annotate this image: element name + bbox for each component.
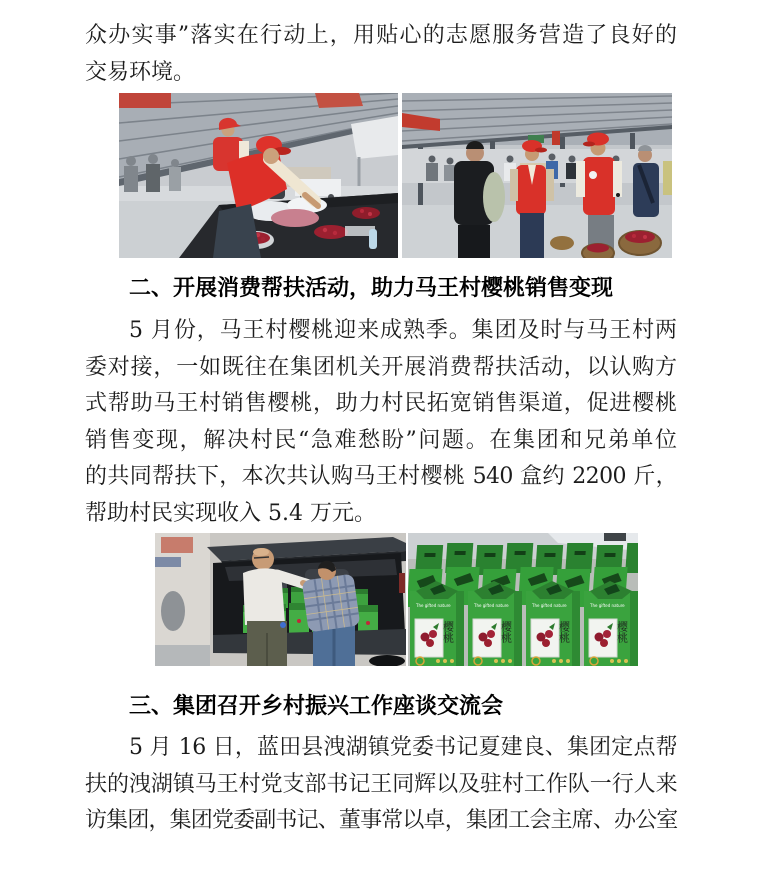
text-line: 5 月份，马王村樱桃迎来成熟季。集团及时与马王村两 [129, 318, 677, 343]
gift-box-tagline: The gifted nature [532, 603, 567, 608]
photo-volunteers-market-stall [119, 93, 398, 258]
gift-box-tagline: The gifted nature [474, 603, 509, 608]
gift-box-title: 樱桃 [557, 621, 571, 643]
text-line: 访集团，集团党委副书记、董事常以卓，集团工会主席、办公室 [85, 808, 677, 833]
text-line: 的共同帮扶下，本次共认购马王村樱桃 540 盒约 2200 斤， [85, 464, 677, 489]
gift-box-title: 樱桃 [499, 621, 513, 643]
intro-paragraph [85, 18, 677, 91]
text-line: 交易环境。 [85, 59, 196, 85]
gift-box-title: 樱桃 [615, 621, 629, 643]
text-line: 式帮助马王村销售樱桃，助力村民拓宽销售渠道，促进樱桃 [85, 391, 677, 416]
section2-paragraph [85, 313, 677, 532]
text-line: 委对接，一如既往在集团机关开展消费帮扶活动，以认购方 [85, 354, 677, 380]
gift-box-title: 樱桃 [441, 621, 455, 643]
text-line: 众办实事”落实在行动上，用贴心的志愿服务营造了良好的 [85, 23, 677, 48]
gift-box-tagline: The gifted nature [590, 603, 625, 608]
gift-box [410, 581, 464, 666]
gift-box [584, 581, 638, 666]
section-heading-2: 二、开展消费帮扶活动，助力马王村樱桃销售变现 [129, 275, 614, 300]
gift-box [468, 581, 522, 666]
text-line: 扶的洩湖镇马王村党支部书记王同辉以及驻村工作队一行人来 [85, 771, 677, 797]
section-heading-3: 三、集团召开乡村振兴工作座谈交流会 [129, 693, 504, 718]
text-line: 帮助村民实现收入 5.4 万元。 [85, 500, 376, 526]
street-background [155, 533, 210, 666]
photo-row-gift-boxes [155, 533, 638, 666]
photo-volunteers-market-walkway [402, 93, 672, 258]
photo-row-market [119, 93, 672, 258]
gift-box [526, 581, 580, 666]
photo-cherry-gift-boxes [408, 533, 638, 666]
gift-box-tagline: The gifted nature [416, 603, 451, 608]
section3-paragraph [85, 730, 677, 840]
text-line: 销售变现，解决村民“急难愁盼”问题。在集团和兄弟单位 [85, 427, 677, 453]
photo-loading-cherry-boxes-suv [155, 533, 406, 666]
text-line: 5 月 16 日，蓝田县洩湖镇党委书记夏建良、集团定点帮 [129, 735, 677, 760]
